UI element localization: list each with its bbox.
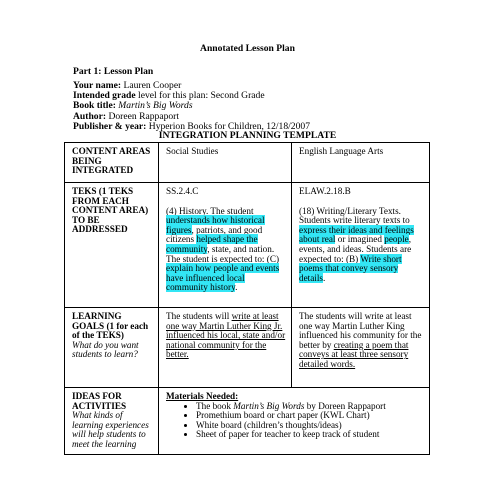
template-title: INTEGRATION PLANNING TEMPLATE bbox=[158, 130, 337, 141]
teks-text: (4) History. The student understands how historical figures, patriots, and good citizens helped shape the community, state, and nation. The student is expected to: (C) explain how people and events have influenced local community history. bbox=[166, 205, 280, 293]
list-item: • The book Martin’s Big Words by Doreen Rappaport bbox=[196, 402, 424, 412]
teks-code: SS.2.4.C bbox=[166, 186, 199, 196]
list-item: • White board (children’s thoughts/ideas) bbox=[196, 421, 424, 431]
row-header-activities: IDEAS FOR ACTIVITIES What kinds of learning experiences will help students to meet the learning bbox=[65, 388, 159, 455]
teks-text: (18) Writing/Literary Texts. Students write literary texts to express their ideas and feelings about real or imagined people, events, and ideas. Students are expected to: (B) Write short poems that convey sensory details. bbox=[299, 205, 414, 283]
row-header-teks: TEKS (1 TEKS FROM EACH CONTENT AREA) TO BE ADDRESSED bbox=[65, 183, 159, 308]
row-header-learning-goals: LEARNING GOALS (1 for each of the TEKS) What do you want students to learn? bbox=[65, 308, 159, 388]
part-heading: Part 1: Lesson Plan bbox=[73, 66, 154, 77]
cell-teks-social-studies bbox=[159, 183, 292, 308]
list-item: • Sheet of paper for teacher to keep track of student bbox=[196, 430, 424, 440]
info-book-title: Book title: Martin’s Big Words bbox=[73, 100, 193, 112]
materials-list bbox=[166, 402, 424, 440]
table-row bbox=[65, 388, 430, 455]
cell-goal-social-studies: The students will write at least one way Martin Luther King Jr. influenced his local, state and/or national community for the better. bbox=[159, 308, 292, 388]
info-name: Your name: Lauren Cooper bbox=[73, 80, 182, 91]
materials-heading: Materials Needed: bbox=[166, 391, 239, 401]
document-title: Annotated Lesson Plan bbox=[200, 43, 295, 54]
cell-materials bbox=[159, 388, 430, 455]
table-row bbox=[65, 143, 430, 183]
cell-goal-language-arts: The students will write at least one way Martin Luther King influenced his community for the better by creating a poem that conveys at least three sensory detailed words. bbox=[292, 308, 430, 388]
info-grade: Intended grade level for this plan: Second Grade bbox=[73, 90, 265, 102]
cell-teks-language-arts bbox=[292, 183, 430, 308]
table-row bbox=[65, 308, 430, 388]
list-item: • Promethium board or chart paper (KWL Chart) bbox=[196, 411, 424, 421]
info-author: Author: Doreen Rappaport bbox=[73, 110, 180, 122]
info-publisher: Publisher & year: Hyperion Books for Children, 12/18/2007 bbox=[73, 120, 310, 132]
cell-english-language-arts: English Language Arts bbox=[292, 143, 430, 183]
teks-code: ELAW.2.18.B bbox=[299, 186, 351, 196]
row-header-content-areas: CONTENT AREAS BEING INTEGRATED bbox=[65, 143, 159, 183]
lesson-info bbox=[73, 81, 310, 132]
cell-social-studies: Social Studies bbox=[159, 143, 292, 183]
integration-planning-table bbox=[64, 142, 430, 455]
table-row bbox=[65, 183, 430, 308]
